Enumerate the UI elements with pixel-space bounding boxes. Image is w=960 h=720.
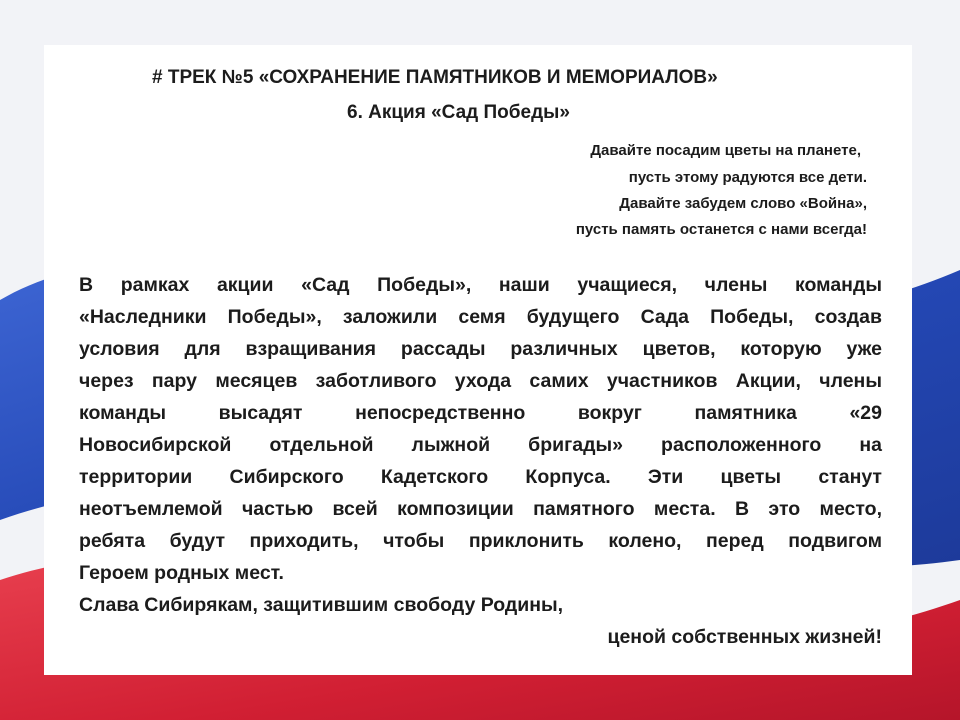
epigraph-line: пусть память останется с нами всегда!: [575, 221, 867, 238]
epigraph-line: Давайте забудем слово «Война»,: [619, 195, 867, 212]
closing-line: ценой собственных жизней!: [607, 626, 882, 648]
epigraph-line: пусть этому радуются все дети.: [628, 169, 867, 186]
paragraph-line: команды высадят непосредственно вокруг памятника «29: [79, 402, 882, 424]
paragraph-line: через пару месяцев заботливого ухода самих участников Акции, члены: [79, 370, 882, 392]
epigraph-line: Давайте посадим цветы на планете,: [590, 142, 861, 159]
paragraph-line: ребята будут приходить, чтобы приклонить колено, перед подвигом: [79, 530, 882, 552]
closing-line: Слава Сибирякам, защитившим свободу Родины,: [79, 594, 564, 616]
paragraph-line: «Наследники Победы», заложили семя будущего Сада Победы, создав: [79, 306, 882, 328]
paragraph-line: Героем родных мест.: [79, 562, 284, 584]
paragraph-line: Новосибирской отдельной лыжной бригады» расположенного на: [79, 434, 882, 456]
paragraph-line: неотъемлемой частью всей композиции памятного места. В это место,: [79, 498, 882, 520]
paragraph-line: условия для взращивания рассады различных цветов, которую уже: [79, 338, 882, 360]
page-title: # ТРЕК №5 «СОХРАНЕНИЕ ПАМЯТНИКОВ И МЕМОРИАЛОВ»: [152, 67, 718, 88]
paragraph-line: территории Сибирского Кадетского Корпуса. Эти цветы станут: [79, 466, 882, 488]
paragraph-line: В рамках акции «Сад Победы», наши учащиеся, члены команды: [79, 274, 882, 296]
page-subtitle: 6. Акция «Сад Победы»: [347, 102, 570, 123]
content-panel: [44, 45, 912, 675]
